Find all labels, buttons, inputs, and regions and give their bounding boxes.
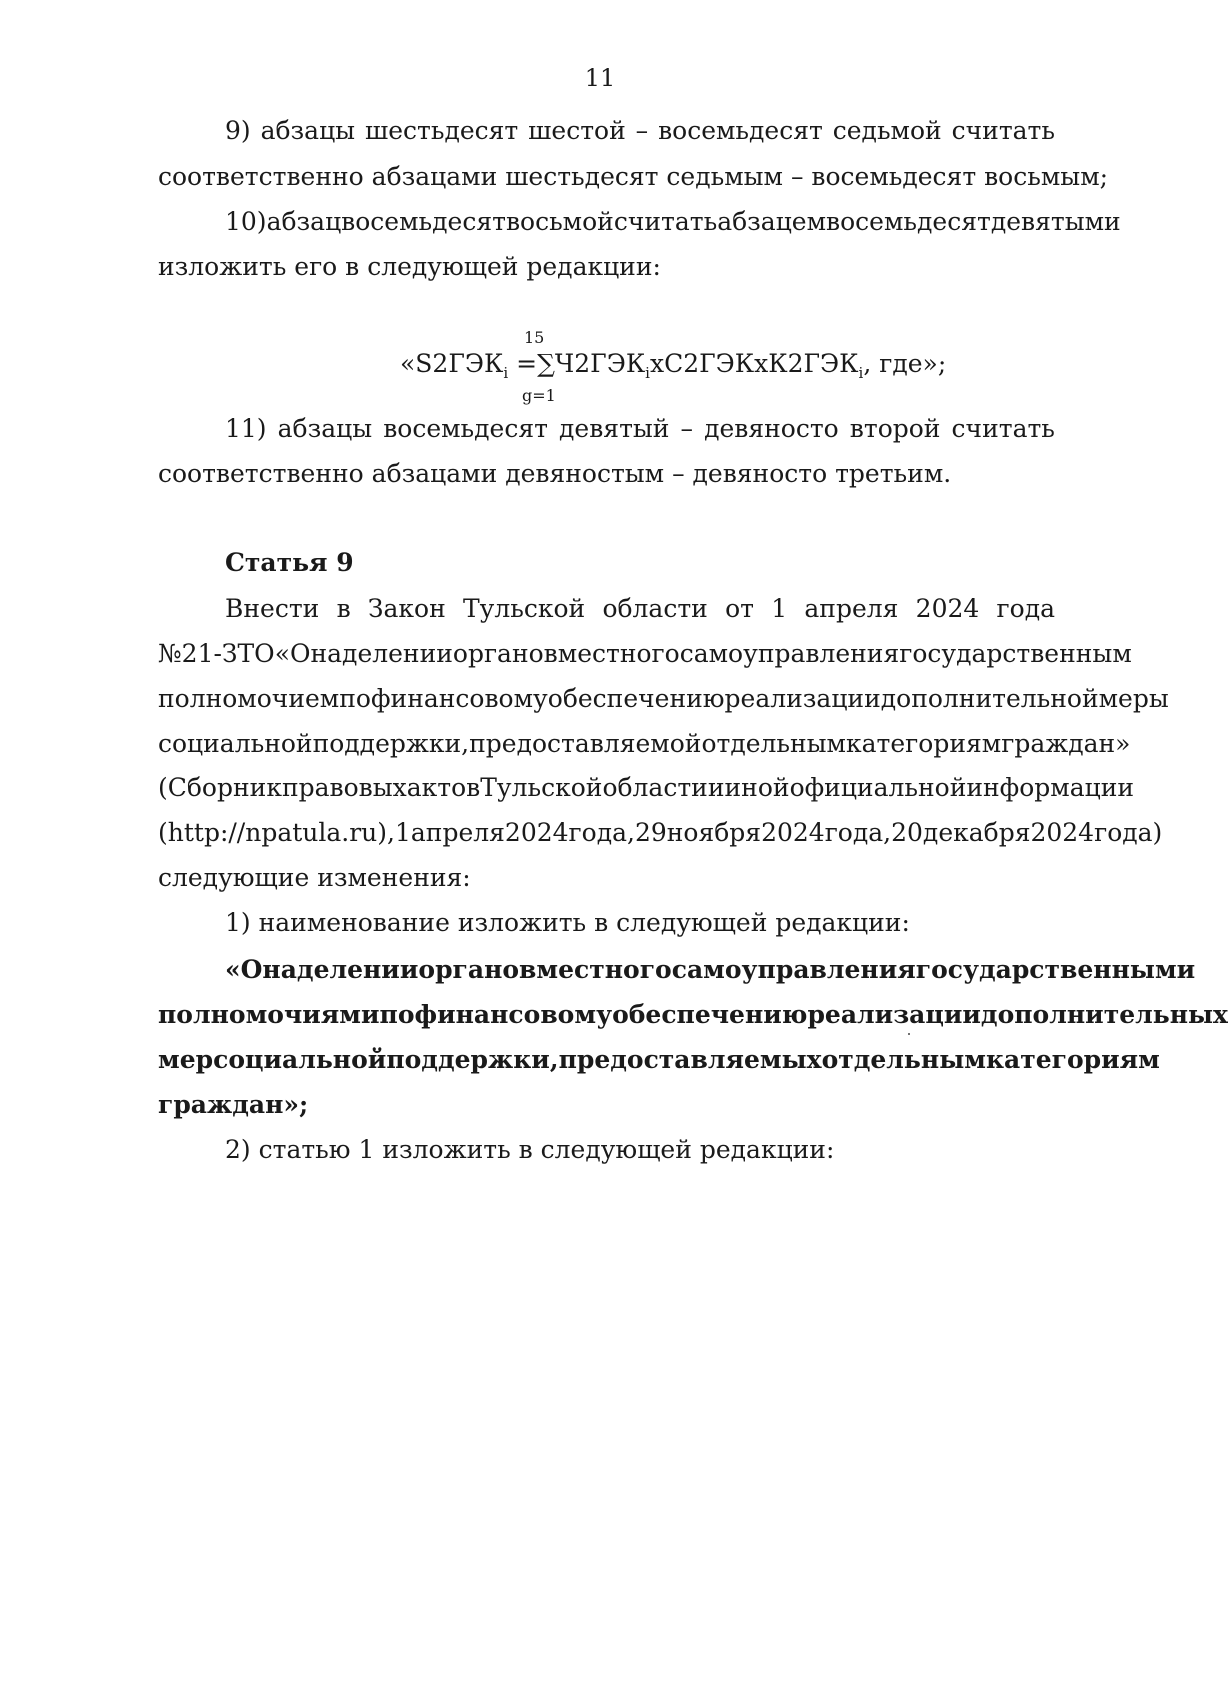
word: восемьдесят	[826, 207, 991, 236]
word: меры	[1098, 684, 1169, 713]
word: полномочием	[158, 684, 340, 713]
page-number: 11	[584, 64, 616, 92]
word: и	[1104, 207, 1121, 236]
sub-item-2: 2) статью 1 изложить в следующей редакции:	[225, 1135, 835, 1164]
word: 2024	[761, 818, 825, 847]
word: государственными	[915, 955, 1196, 984]
word: считать	[951, 116, 1055, 145]
word: от	[725, 594, 754, 623]
word: по	[379, 1000, 415, 1029]
word: государственным	[899, 639, 1132, 668]
word: актов	[406, 773, 481, 802]
word: года,	[824, 818, 892, 847]
word: (Сборник	[158, 773, 282, 802]
word: восемьдесят	[383, 414, 548, 443]
word: девяносто	[704, 414, 839, 443]
word: информации	[966, 773, 1135, 802]
article-line-2	[158, 639, 1132, 669]
sum-lower-limit: g=1	[522, 386, 556, 405]
word: самоуправления	[671, 955, 916, 984]
word: дополнительной	[880, 684, 1099, 713]
article-line-4	[158, 729, 1131, 759]
word: 2024	[1030, 818, 1095, 847]
word: мер	[158, 1045, 214, 1074]
word: категориям	[846, 729, 1002, 758]
word: обеспечению	[612, 1000, 808, 1029]
article-title: Статья 9	[225, 548, 354, 577]
item-11-line-2: соответственно абзацами девяностым – девяносто третьим.	[158, 459, 952, 488]
item-10-line-1	[225, 207, 1121, 237]
word: (http://npatula.ru),	[158, 818, 395, 847]
word: 1	[771, 594, 788, 623]
word: Тульской	[462, 594, 586, 623]
word: по	[339, 684, 371, 713]
word: в	[336, 594, 351, 623]
formula-sum: =∑Ч2ГЭК	[508, 349, 646, 378]
article-line-6	[158, 818, 1163, 848]
word: 20	[891, 818, 923, 847]
word: иной	[724, 773, 790, 802]
word: –	[635, 116, 649, 145]
word: –	[680, 414, 694, 443]
formula-expression	[400, 349, 946, 382]
formula-lhs-sub: i	[503, 364, 509, 382]
word: официальной	[789, 773, 967, 802]
word: восемьдесят	[658, 116, 823, 145]
formula-last-sub: i	[858, 364, 864, 382]
word: отдельным	[821, 1045, 986, 1074]
word: «О	[225, 955, 263, 984]
word: правовых	[281, 773, 407, 802]
word: местного	[557, 639, 680, 668]
word: считать	[951, 414, 1055, 443]
word: наделении	[310, 639, 453, 668]
item-9-line-1	[225, 116, 1055, 146]
word: Закон	[367, 594, 446, 623]
word: органов	[452, 639, 558, 668]
word: апреля	[804, 594, 899, 623]
article-line-1	[225, 594, 1055, 624]
word: граждан»	[1001, 729, 1131, 758]
sum-upper-limit: 15	[524, 328, 545, 347]
word: наделении	[262, 955, 419, 984]
word: декабря	[922, 818, 1031, 847]
word: 9)	[225, 116, 251, 145]
word: девятым	[990, 207, 1105, 236]
article-line-3	[158, 684, 1169, 714]
word: седьмой	[832, 116, 942, 145]
word: дополнительных	[980, 1000, 1228, 1029]
word: предоставляемых	[558, 1045, 822, 1074]
word: Тульской	[480, 773, 603, 802]
word: восемьдесят	[341, 207, 506, 236]
word: Внести	[225, 594, 320, 623]
word: абзацем	[717, 207, 827, 236]
word: ноября	[666, 818, 762, 847]
word: органов	[418, 955, 537, 984]
bold-line-1	[225, 955, 1196, 985]
word: 29	[634, 818, 667, 847]
word: «О	[274, 639, 311, 668]
word: поддержки,	[312, 729, 470, 758]
word: абзацы	[277, 414, 373, 443]
formula-term-sub: i	[645, 364, 650, 382]
formula-tail: , где»;	[863, 349, 947, 378]
word: 10)	[225, 207, 267, 236]
word: самоуправления	[679, 639, 900, 668]
sub-item-1: 1) наименование изложить в следующей редакции:	[225, 908, 910, 937]
word: социальной	[213, 1045, 387, 1074]
word: обеспечению	[547, 684, 725, 713]
word: поддержки,	[386, 1045, 559, 1074]
bold-line-2	[158, 1000, 1228, 1030]
word: второй	[849, 414, 941, 443]
formula	[400, 328, 960, 408]
word: шестьдесят	[364, 116, 519, 145]
item-9-line-2: соответственно абзацами шестьдесят седьмым – восемьдесят восьмым;	[158, 162, 1109, 191]
word: шестой	[528, 116, 626, 145]
word: абзацы	[260, 116, 356, 145]
word: абзац	[266, 207, 342, 236]
word: апреля	[410, 818, 505, 847]
word: 2024	[504, 818, 569, 847]
word: года	[996, 594, 1055, 623]
word: 1	[394, 818, 411, 847]
word: девятый	[559, 414, 670, 443]
word: 2024	[915, 594, 980, 623]
word: реализации	[724, 684, 881, 713]
word: считать	[613, 207, 718, 236]
word: 11)	[225, 414, 267, 443]
word: полномочиями	[158, 1000, 380, 1029]
word: восьмой	[505, 207, 614, 236]
word: реализации	[807, 1000, 981, 1029]
word: социальной	[158, 729, 313, 758]
formula-lhs: «S2ГЭК	[400, 349, 504, 378]
word: финансовому	[414, 1000, 613, 1029]
word: года)	[1094, 818, 1163, 847]
word: области	[602, 773, 708, 802]
formula-term-rest: хС2ГЭКхК2ГЭК	[649, 349, 859, 378]
word: области	[602, 594, 708, 623]
item-10-line-2: изложить его в следующей редакции:	[158, 252, 661, 281]
article-line-5	[158, 773, 1135, 803]
word: и	[707, 773, 725, 802]
word: категориям	[985, 1045, 1160, 1074]
word: местного	[536, 955, 672, 984]
article-line-7: следующие изменения:	[158, 863, 471, 892]
word: финансовому	[370, 684, 548, 713]
item-11-line-1	[225, 414, 1055, 444]
word: 21-ЗТО	[181, 639, 275, 668]
bold-line-3	[158, 1045, 1160, 1075]
scan-dot	[908, 1033, 910, 1035]
bold-line-4: граждан»;	[158, 1090, 309, 1119]
word: №	[158, 639, 182, 668]
word: предоставляемой	[469, 729, 702, 758]
word: отдельным	[701, 729, 847, 758]
word: года,	[568, 818, 635, 847]
